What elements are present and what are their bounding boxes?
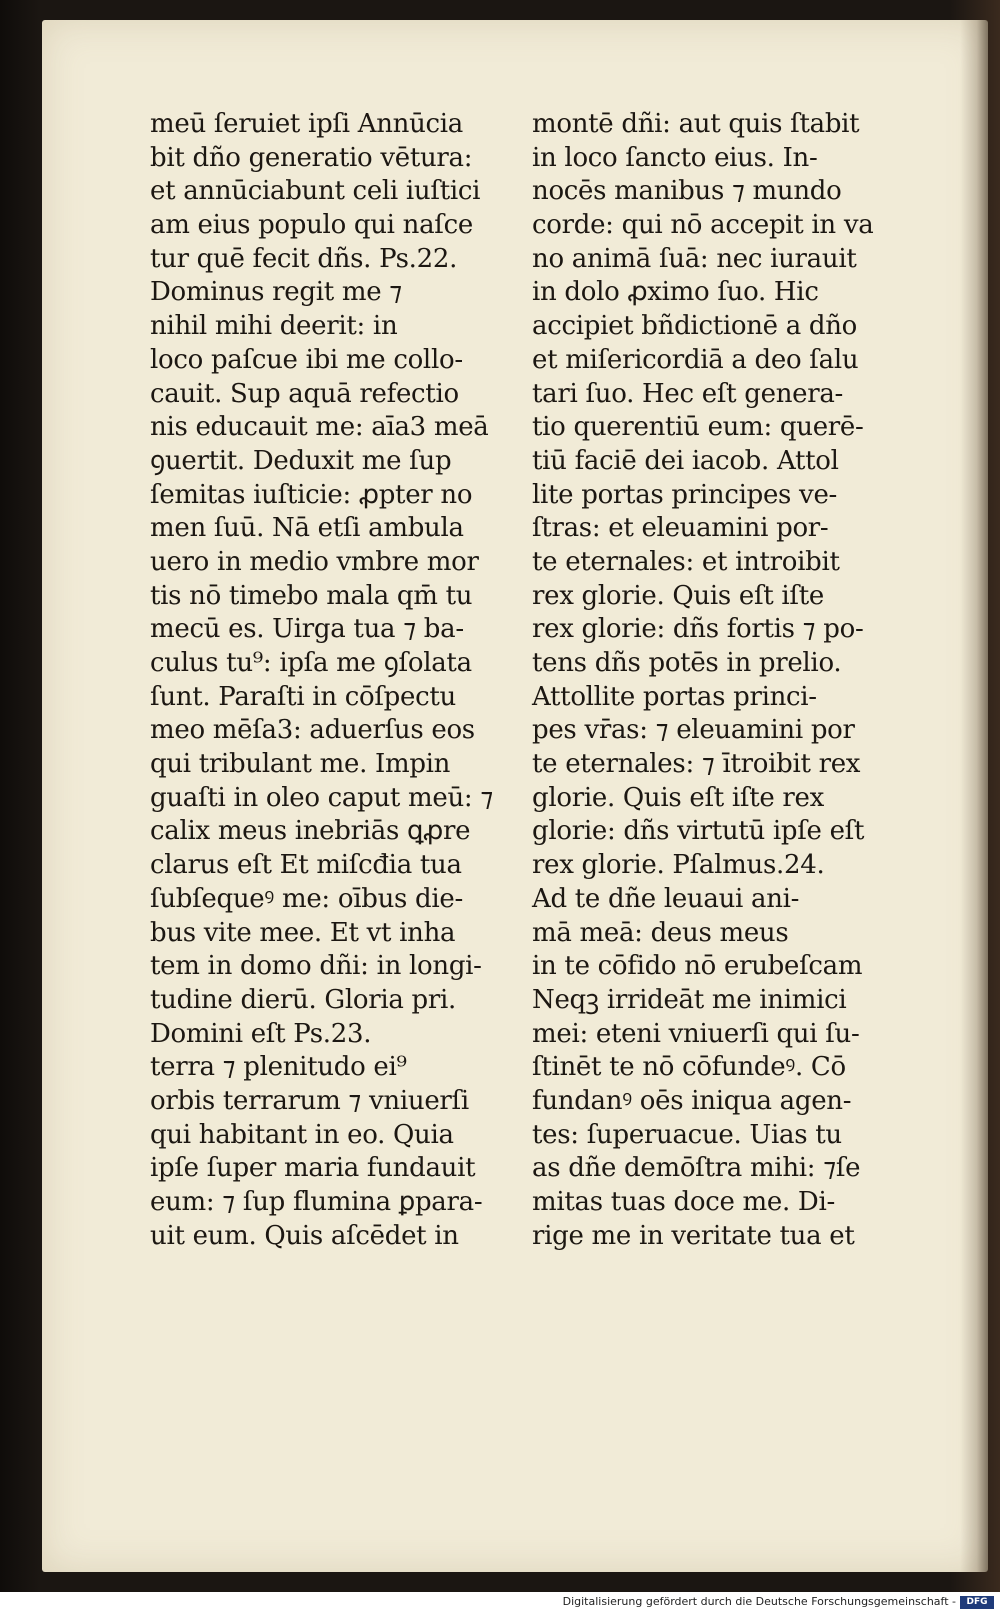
text-line: tio querentiū eum: querē- [532,412,864,443]
binding-shadow [960,20,988,1572]
text-line: Neqꝫ irrideāt me inimici [532,984,847,1015]
text-line: ſubſequeꝰ me: oībus die- [150,883,463,914]
text-line: Dominus regit me ⁊ [150,277,402,308]
text-line: tur quē fecit dñs. Ps.22. [150,243,458,274]
text-line: as dñe demōſtra mihi: ⁊ſe [532,1153,861,1184]
text-line: no animā ſuā: nec iurauit [532,243,857,274]
text-line: ipſe ſuper maria fundauit [150,1153,476,1184]
text-line: in dolo ꝓximo ſuo. Hic [532,277,819,308]
text-line: rex glorie: dñs fortis ⁊ po- [532,614,864,645]
text-line: ſemitas iuſticie: ꝓpter no [150,479,473,510]
text-line: clarus eſt Et miſcđia tua [150,850,462,881]
text-line: qui tribulant me. Impin [150,749,451,780]
dfg-logo: DFG [960,1596,994,1609]
text-line: nis educauit me: aīa3 meā [150,412,489,443]
right-text-column [532,108,904,1253]
text-line: ſunt. Paraſti in cōſpectu [150,681,456,712]
text-line: tens dñs potēs in prelio. [532,648,842,678]
text-line: accipiet bñdictionē a dño [532,311,858,342]
text-line: rige me in veritate tua et [532,1220,855,1251]
text-line: corde: qui nō accepit in va [532,210,874,241]
text-line: am eius populo qui naſce [150,210,473,241]
text-line: et annūciabunt celi iuſtici [150,176,481,207]
text-line: glorie: dñs virtutū ipſe eſt [532,816,865,847]
text-line: men ſuū. Nā etſi ambula [150,513,464,544]
text-line: tiū faciē dei iacob. Attol [532,445,839,476]
text-line: meo mēſa3: aduerſus eos [150,715,475,746]
text-line: rex glorie. Pſalmus.24. [532,850,825,881]
text-line: mitas tuas doce me. Di- [532,1187,835,1217]
text-line: mecū es. Uirga tua ⁊ ba- [150,614,464,645]
text-line: nihil mihi deerit: in [150,311,398,342]
text-line: tudine dierū. Gloria pri. [150,984,456,1015]
digitization-footer [0,1592,1000,1613]
text-line: orbis terrarum ⁊ vniuerſi [150,1085,469,1116]
text-line: in te cōfido nō erubeſcam [532,951,863,982]
text-line: ꝯuertit. Deduxit me ſup [150,445,452,476]
text-line: in loco ſancto eius. In- [532,142,818,173]
text-line: meū ſeruiet ipſi Annūcia [150,109,464,139]
text-line: qui habitant in eo. Quia [150,1119,454,1150]
footer-credit: Digitalisierung gefördert durch die Deutsche Forschungsgemeinschaft - [562,1595,956,1608]
text-line: te eternales: et introibit [532,546,840,577]
text-line: Ad te dñe leuaui ani- [532,883,800,914]
text-line: tes: ſuperuacue. Uias tu [532,1119,842,1150]
text-line: et miſericordiā a deo ſalu [532,344,859,375]
text-line: cauit. Sup aquā refectio [150,378,459,409]
text-line: eum: ⁊ ſup flumina ꝑpara- [150,1187,483,1217]
text-line: tis nō timebo mala qm̄ tu [150,580,473,611]
text-line: mei: eteni vniuerſi qui ſu- [532,1018,860,1049]
left-text-column [150,108,522,1253]
text-line: uit eum. Quis aſcēdet in [150,1220,459,1251]
text-line: nocēs manibus ⁊ mundo [532,176,842,207]
text-line: Attollite portas princi- [532,681,817,712]
text-line: loco paſcue ibi me collo- [150,344,463,375]
text-line: culus tu⁹: ipſa me ꝯſolata [150,648,472,678]
text-line: montē dñi: aut quis ſtabit [532,109,860,139]
text-line: lite portas principes ve- [532,479,838,510]
text-line: pes vr̄as: ⁊ eleuamini por [532,715,855,746]
text-line: fundanꝰ oēs iniqua agen- [532,1085,852,1116]
text-line: Domini eſt Ps.23. [150,1018,372,1049]
text-line: mā meā: deus meus [532,917,789,948]
text-line: rex glorie. Quis eſt iſte [532,580,824,611]
text-line: tari ſuo. Hec eſt genera- [532,378,844,409]
text-line: guaſti in oleo caput meū: ⁊ [150,782,493,813]
text-line: bit dño generatio vētura: [150,142,473,173]
text-line: calix meus inebriās ꝗꝓre [150,816,471,847]
text-line: terra ⁊ plenitudo ei⁹ [150,1052,407,1083]
text-line: glorie. Quis eſt iſte rex [532,782,824,813]
text-line: ſtras: et eleuamini por- [532,513,829,544]
text-line: bus vite mee. Et vt inha [150,917,456,948]
text-line: ſtinēt te nō cōfundeꝰ. Cō [532,1052,846,1083]
text-line: te eternales: ⁊ ītroibit rex [532,749,861,780]
text-line: uero in medio vmbre mor [150,546,479,577]
text-line: tem in domo dñi: in longi- [150,951,482,982]
